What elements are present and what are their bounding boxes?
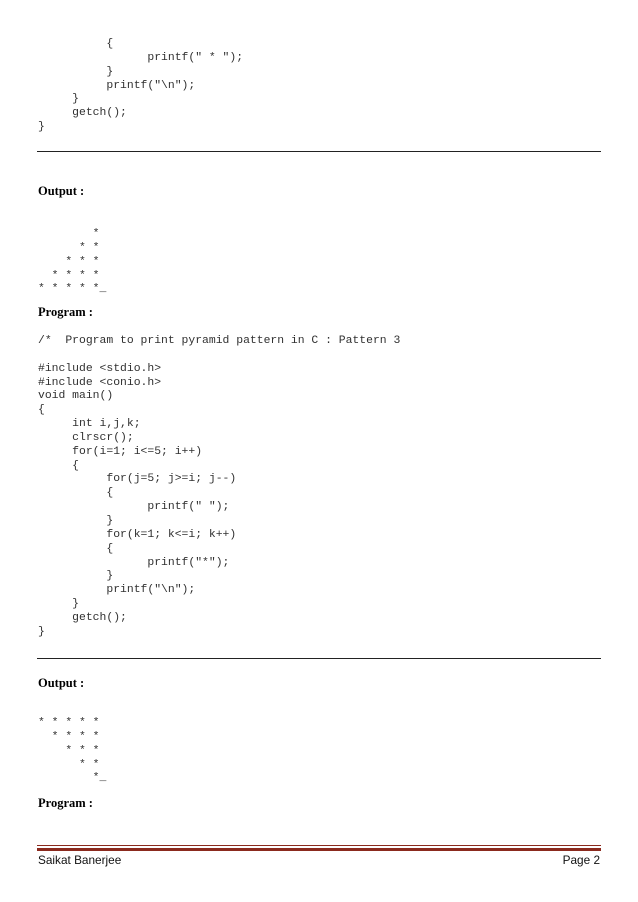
code-line: * * * * bbox=[38, 730, 100, 743]
code-block-continued bbox=[38, 38, 243, 135]
footer-rule-thin bbox=[37, 845, 601, 846]
code-line: clrscr(); bbox=[38, 431, 134, 444]
code-line: } bbox=[38, 65, 114, 78]
code-line: * * * bbox=[38, 744, 100, 757]
output-heading-2: Output : bbox=[38, 676, 85, 690]
code-line: printf(" * "); bbox=[38, 51, 244, 64]
program-heading-3: Program : bbox=[38, 796, 93, 810]
output-pattern-2 bbox=[38, 717, 106, 786]
code-line bbox=[38, 349, 400, 363]
code-line: /* Program to print pyramid pattern in C : Pattern 3 bbox=[38, 335, 401, 347]
code-line: getch(); bbox=[38, 611, 127, 624]
code-line: { bbox=[38, 542, 114, 555]
code-line: #include <stdio.h> bbox=[38, 362, 162, 375]
output-pattern-1 bbox=[38, 228, 106, 297]
code-line: } bbox=[38, 514, 114, 527]
code-line: * * * * *_ bbox=[38, 283, 107, 296]
footer-page-number: Page 2 bbox=[562, 853, 600, 867]
code-line: { bbox=[38, 404, 45, 417]
code-line: } bbox=[38, 625, 45, 638]
program-heading-2: Program : bbox=[38, 305, 93, 319]
code-line: * bbox=[38, 228, 100, 240]
code-line: getch(); bbox=[38, 107, 127, 120]
code-line: printf("*"); bbox=[38, 556, 230, 569]
code-line: * * * * * bbox=[38, 717, 100, 729]
code-line: } bbox=[38, 93, 80, 106]
code-line: * * bbox=[38, 241, 100, 254]
code-line: * * * * bbox=[38, 269, 100, 282]
code-line: *_ bbox=[38, 772, 107, 785]
code-line: { bbox=[38, 38, 114, 50]
code-line: * * bbox=[38, 758, 100, 771]
section-divider-2 bbox=[37, 658, 601, 659]
code-line: int i,j,k; bbox=[38, 418, 141, 431]
code-line: { bbox=[38, 459, 80, 472]
code-line: for(k=1; k<=i; k++) bbox=[38, 528, 237, 541]
code-line: } bbox=[38, 598, 80, 611]
code-line: } bbox=[38, 121, 45, 134]
code-block-pattern-3 bbox=[38, 335, 400, 640]
code-line: void main() bbox=[38, 390, 114, 403]
code-line: for(j=5; j>=i; j--) bbox=[38, 473, 237, 486]
code-line: { bbox=[38, 487, 114, 500]
code-line: printf(" "); bbox=[38, 501, 230, 514]
footer-author: Saikat Banerjee bbox=[38, 853, 122, 867]
code-line: #include <conio.h> bbox=[38, 376, 162, 389]
footer-rule-thick bbox=[37, 848, 601, 851]
code-line: printf("\n"); bbox=[38, 79, 196, 92]
code-line: for(i=1; i<=5; i++) bbox=[38, 445, 203, 458]
output-heading-1: Output : bbox=[38, 184, 85, 198]
section-divider-1 bbox=[37, 151, 601, 152]
code-line: printf("\n"); bbox=[38, 584, 196, 597]
code-line: * * * bbox=[38, 255, 100, 268]
code-line: } bbox=[38, 570, 114, 583]
